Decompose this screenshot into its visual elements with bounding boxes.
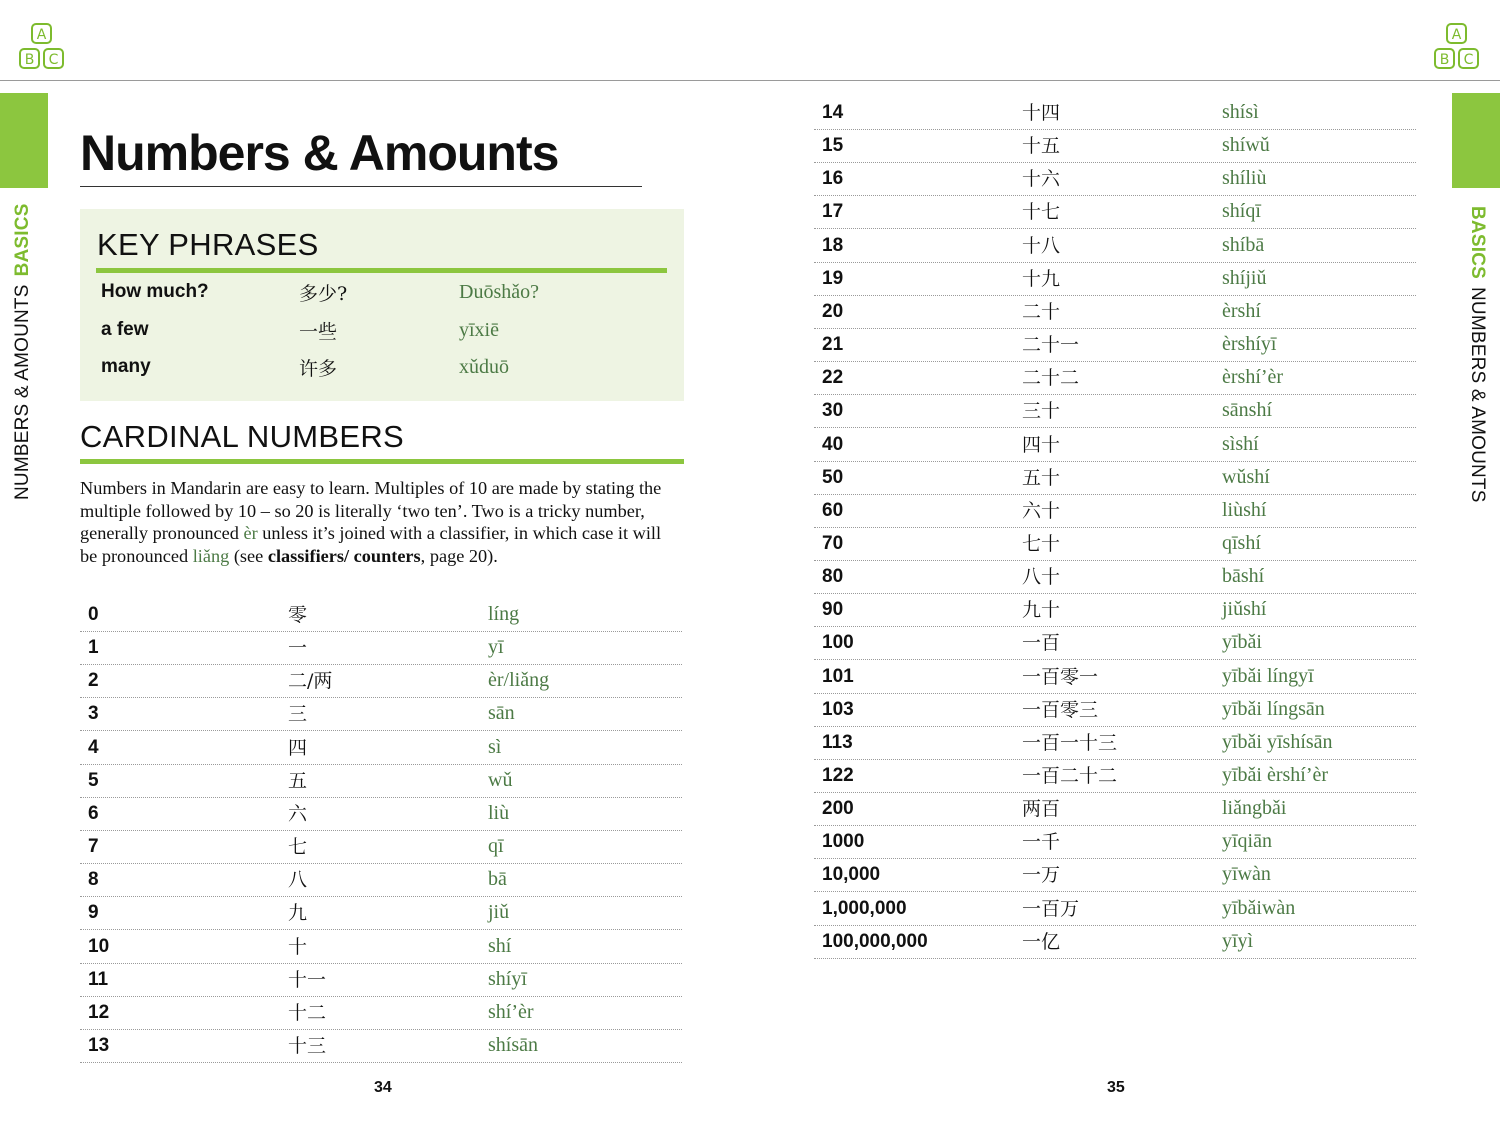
side-section-label [12, 203, 34, 500]
number-row [814, 661, 1416, 694]
number-digits: 16 [822, 168, 844, 190]
svg-text:A: A [1451, 27, 1462, 43]
number-chinese: 三十 [1022, 400, 1061, 423]
number-row [814, 926, 1416, 959]
number-pinyin: yīwàn [1222, 863, 1271, 886]
number-chinese: 两百 [1022, 798, 1061, 821]
intro-pinyin-liang: liǎng [192, 546, 230, 567]
title-rule [80, 186, 642, 187]
number-pinyin: líng [488, 603, 520, 625]
number-row [814, 130, 1416, 163]
number-row [814, 859, 1416, 892]
number-pinyin: shíjiǔ [1222, 266, 1267, 289]
phrase-chinese: 一些 [299, 321, 338, 343]
cardinal-intro-paragraph [80, 477, 680, 568]
number-row [814, 561, 1416, 594]
number-digits: 60 [822, 499, 844, 521]
number-pinyin: èrshíyī [1222, 333, 1277, 356]
side-section-text: NUMBERS & AMOUNTS [12, 284, 33, 500]
number-chinese: 十五 [1022, 135, 1061, 158]
number-row [80, 864, 682, 897]
number-digits: 10 [88, 935, 110, 957]
number-digits: 19 [822, 267, 844, 289]
number-digits: 15 [822, 135, 844, 157]
svg-text:C: C [1463, 52, 1474, 68]
intro-text: Numbers in Mandarin are easy to learn. Multiples of 10 are made by stating the multiple followed by 10 – so 20 is literally ‘two ten’. Two is a tricky number, generally pronounced [80, 478, 662, 544]
number-row [80, 964, 682, 997]
number-digits: 11 [88, 968, 109, 990]
phrase-pinyin: Duōshǎo? [459, 281, 539, 303]
number-pinyin: shí [488, 934, 512, 957]
side-tab-marker [0, 93, 48, 188]
number-row [814, 263, 1416, 296]
key-phrase-row [101, 319, 681, 349]
intro-text: (see [229, 546, 268, 567]
intro-pinyin-er: èr [243, 523, 258, 544]
number-pinyin: qīshí [1222, 531, 1261, 554]
side-category-text: BASICS [12, 203, 33, 277]
number-digits: 4 [88, 736, 99, 758]
key-phrase-row [101, 356, 681, 386]
number-row [814, 760, 1416, 793]
number-digits: 7 [88, 836, 99, 858]
number-pinyin: yībǎi língyī [1222, 664, 1314, 687]
number-pinyin: shíbā [1222, 233, 1265, 256]
number-chinese: 九 [288, 902, 308, 925]
number-row [80, 798, 682, 831]
number-pinyin: shíwǔ [1222, 134, 1270, 157]
phrase-english: many [101, 356, 151, 377]
number-row [814, 826, 1416, 859]
number-digits: 90 [822, 599, 844, 621]
number-chinese: 十二 [288, 1001, 327, 1024]
number-chinese: 九十 [1022, 599, 1061, 622]
number-chinese: 一百一十三 [1022, 731, 1118, 754]
number-chinese: 八十 [1022, 566, 1061, 589]
number-chinese: 八 [288, 869, 308, 892]
number-row [814, 462, 1416, 495]
phrase-chinese: 许多 [299, 358, 338, 380]
number-chinese: 十六 [1022, 168, 1061, 191]
number-pinyin: liùshí [1222, 498, 1267, 521]
cardinal-numbers-bar [80, 459, 684, 464]
number-row [80, 897, 682, 930]
number-digits: 17 [822, 201, 844, 223]
number-row [814, 230, 1416, 263]
number-pinyin: yīyì [1222, 929, 1254, 952]
phrase-english: a few [101, 319, 149, 340]
number-row [80, 665, 682, 698]
number-chinese: 十八 [1022, 234, 1061, 257]
number-digits: 2 [88, 670, 99, 692]
number-pinyin: sānshí [1222, 399, 1272, 422]
number-row [80, 1030, 682, 1063]
phrase-pinyin: yīxiē [459, 319, 499, 341]
number-pinyin: liù [488, 801, 510, 824]
number-pinyin: jiǔ [488, 901, 510, 924]
number-pinyin: wǔ [488, 768, 513, 791]
number-chinese: 一百 [1022, 632, 1061, 655]
number-digits: 10,000 [822, 864, 881, 886]
side-category-text: BASICS [1467, 206, 1488, 279]
number-pinyin: bā [488, 868, 507, 891]
number-digits: 70 [822, 532, 844, 554]
number-chinese: 十七 [1022, 201, 1061, 224]
number-chinese: 十 [288, 935, 308, 958]
number-chinese: 十三 [288, 1034, 327, 1057]
number-chinese: 七 [288, 836, 308, 859]
number-pinyin: shíliù [1222, 167, 1267, 190]
number-pinyin: liǎngbǎi [1222, 797, 1287, 820]
number-pinyin: yībǎi yīshísān [1222, 730, 1333, 753]
number-row [814, 362, 1416, 395]
number-chinese: 一百二十二 [1022, 765, 1118, 787]
svg-text:C: C [48, 52, 59, 68]
number-row [80, 732, 682, 765]
svg-text:B: B [1439, 52, 1450, 68]
number-chinese: 十一 [288, 968, 327, 991]
phrase-chinese: 多少? [299, 283, 348, 305]
number-digits: 9 [88, 902, 99, 924]
number-digits: 22 [822, 367, 844, 389]
header-rule [0, 80, 1500, 81]
number-digits: 1,000,000 [822, 897, 907, 919]
number-digits: 80 [822, 566, 844, 588]
number-chinese: 六十 [1022, 499, 1061, 522]
number-row [80, 931, 682, 964]
number-chinese: 五十 [1022, 466, 1061, 489]
number-row [814, 97, 1416, 130]
svg-text:B: B [24, 52, 35, 68]
number-pinyin: yī [488, 636, 504, 659]
number-digits: 20 [822, 300, 844, 322]
number-row [80, 997, 682, 1030]
number-pinyin: èrshí’èr [1222, 366, 1284, 389]
number-pinyin: jiǔshí [1222, 598, 1267, 621]
number-row [814, 727, 1416, 760]
number-chinese: 零 [288, 604, 308, 626]
number-row [814, 594, 1416, 627]
number-chinese: 二十 [1022, 300, 1061, 323]
number-pinyin: bāshí [1222, 565, 1265, 588]
number-pinyin: yībǎi èrshí’èr [1222, 764, 1329, 786]
key-phrases-heading: KEY PHRASES [97, 227, 319, 262]
number-chinese: 一百零一 [1022, 665, 1099, 688]
number-row [80, 831, 682, 864]
number-chinese: 二/两 [288, 670, 333, 693]
cardinal-numbers-heading: CARDINAL NUMBERS [80, 419, 405, 454]
number-pinyin: èr/liǎng [488, 669, 550, 692]
number-pinyin: shíyī [488, 967, 527, 990]
number-row [814, 495, 1416, 528]
number-pinyin: shí’èr [488, 1000, 534, 1023]
number-digits: 18 [822, 234, 844, 256]
number-row [814, 528, 1416, 561]
number-digits: 13 [88, 1034, 110, 1056]
number-chinese: 四 [288, 736, 308, 759]
page-title: Numbers & Amounts [80, 125, 559, 181]
number-chinese: 六 [288, 802, 308, 825]
number-chinese: 十四 [1022, 102, 1061, 124]
number-pinyin: èrshí [1222, 299, 1261, 322]
intro-cross-reference: classifiers/ counters [267, 546, 421, 567]
number-digits: 100,000,000 [822, 930, 928, 952]
number-digits: 50 [822, 466, 844, 488]
number-digits: 12 [88, 1001, 110, 1023]
number-row [80, 599, 682, 632]
number-chinese: 十九 [1022, 267, 1061, 290]
number-row [814, 163, 1416, 196]
number-digits: 103 [822, 698, 854, 720]
page-number-left: 34 [374, 1079, 392, 1096]
number-digits: 40 [822, 433, 844, 455]
number-row [814, 329, 1416, 362]
number-digits: 113 [822, 731, 853, 753]
number-row [80, 765, 682, 798]
number-chinese: 一 [288, 637, 308, 660]
intro-text: unless it’s joined with a classifier, in which case it will be pronounced [80, 523, 662, 567]
number-digits: 8 [88, 869, 99, 891]
number-row [80, 698, 682, 731]
number-pinyin: yībǎi língsān [1222, 697, 1325, 720]
number-row [80, 632, 682, 665]
number-row [814, 296, 1416, 329]
number-digits: 0 [88, 604, 99, 625]
number-chinese: 一亿 [1022, 930, 1061, 953]
number-pinyin: yīqiān [1222, 830, 1272, 853]
side-section-label [1466, 206, 1488, 503]
number-row [814, 793, 1416, 826]
abc-blocks-icon [1432, 22, 1482, 72]
phrase-english: How much? [101, 281, 209, 302]
number-digits: 101 [822, 665, 854, 687]
number-pinyin: sì [488, 735, 502, 758]
key-phrases-box [80, 209, 684, 401]
number-pinyin: shísì [1222, 101, 1259, 123]
number-chinese: 一百万 [1022, 897, 1080, 920]
number-pinyin: shíqī [1222, 200, 1261, 223]
side-tab-marker [1452, 93, 1500, 188]
number-pinyin: wǔshí [1222, 465, 1270, 488]
number-digits: 1 [88, 637, 99, 659]
intro-text: , page 20). [420, 546, 498, 567]
number-row [814, 395, 1416, 428]
number-chinese: 一千 [1022, 831, 1061, 854]
number-chinese: 三 [288, 703, 308, 726]
page-number-right: 35 [1107, 1079, 1125, 1096]
number-chinese: 一百零三 [1022, 698, 1099, 721]
number-digits: 122 [822, 765, 854, 786]
number-digits: 5 [88, 769, 99, 791]
number-digits: 21 [822, 334, 844, 356]
number-pinyin: yībǎi [1222, 631, 1262, 654]
number-row [814, 196, 1416, 229]
number-digits: 100 [822, 632, 854, 654]
number-pinyin: shísān [488, 1033, 538, 1056]
number-chinese: 二十二 [1022, 367, 1080, 390]
key-phrase-row [101, 281, 681, 311]
number-pinyin: sān [488, 702, 515, 725]
number-row [814, 893, 1416, 926]
number-digits: 200 [822, 798, 854, 820]
number-chinese: 五 [288, 769, 308, 792]
number-chinese: 七十 [1022, 532, 1061, 555]
number-pinyin: sìshí [1222, 432, 1259, 455]
number-pinyin: qī [488, 835, 504, 858]
phrase-pinyin: xǔduō [459, 356, 509, 378]
number-row [814, 694, 1416, 727]
number-chinese: 一万 [1022, 864, 1061, 887]
number-chinese: 二十一 [1022, 334, 1080, 357]
side-section-text: NUMBERS & AMOUNTS [1467, 287, 1488, 503]
number-digits: 1000 [822, 831, 865, 853]
number-pinyin: yībǎiwàn [1222, 896, 1296, 919]
number-digits: 14 [822, 102, 844, 123]
number-chinese: 四十 [1022, 433, 1061, 456]
number-digits: 6 [88, 802, 99, 824]
number-digits: 3 [88, 703, 99, 725]
svg-text:A: A [36, 27, 47, 43]
number-row [814, 429, 1416, 462]
number-row [814, 627, 1416, 660]
number-digits: 30 [822, 400, 844, 422]
key-phrases-bar [96, 268, 667, 273]
abc-blocks-icon [17, 22, 67, 72]
